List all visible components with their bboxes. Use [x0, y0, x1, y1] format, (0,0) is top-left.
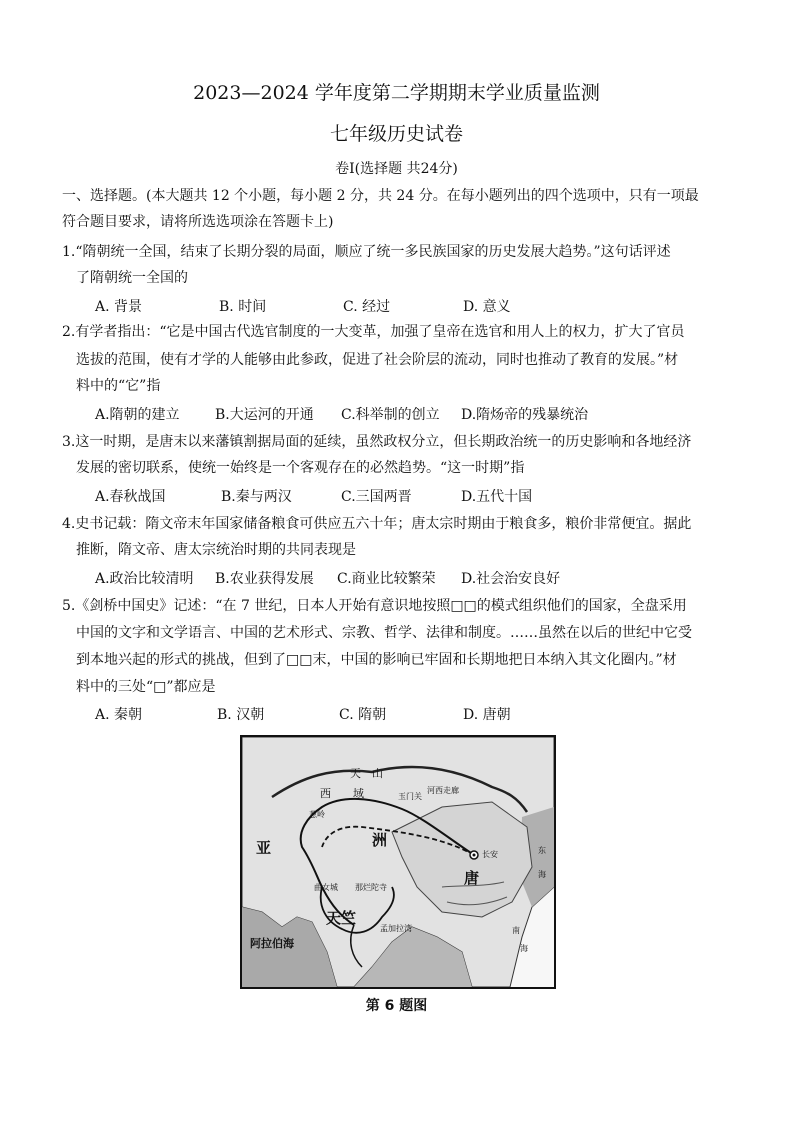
question-2-line-1: 2.有学者指出：“它是中国古代选官制度的一大变革，加强了皇帝在选官和用人上的权力，扩大了官员: [62, 324, 685, 340]
option-a[interactable]: A.春秋战国: [95, 489, 166, 505]
question-1-line-1: 1.“隋朝统一全国，结束了长期分裂的局面，顺应了统一多民族国家的历史发展大趋势。”这句话评述: [62, 244, 671, 260]
exam-title: 2023—2024 学年度第二学期期末学业质量监测: [193, 82, 600, 104]
figure-caption: 第 6 题图: [365, 998, 428, 1014]
map-label-donghai-1: 东: [538, 846, 546, 855]
option-d[interactable]: D.社会治安良好: [461, 571, 561, 587]
question-4-line-2: 推断，隋文帝、唐太宗统治时期的共同表现是: [76, 542, 356, 558]
instructions-line-2: 符合题目要求，请将所选选项涂在答题卡上): [62, 214, 334, 230]
map-label-congling: 葱岭: [309, 810, 325, 819]
question-1-line-2: 了隋朝统一全国的: [76, 270, 188, 286]
option-b[interactable]: B.秦与两汉: [221, 489, 292, 505]
question-4-options: [95, 568, 560, 588]
map-label-qunvcheng: 曲女城: [314, 883, 338, 892]
question-4-line-1: 4.史书记载：隋文帝末年国家储备粮食可供应五六十年；唐太宗时期由于粮食多，粮价非常便宜。据此: [62, 516, 692, 532]
question-3-options: [95, 486, 532, 506]
instructions-line-1: 一、选择题。(本大题共 12 个小题，每小题 2 分，共 24 分。在每小题列出的四个选项中，只有一项最: [62, 188, 699, 204]
option-b[interactable]: B. 汉朝: [217, 707, 265, 723]
map-label-nalantuo: 那烂陀寺: [355, 883, 387, 892]
map-label-tang: 唐: [464, 869, 480, 887]
map-label-nanhai-1: 南: [512, 926, 520, 935]
option-c[interactable]: C.三国两晋: [341, 489, 412, 505]
option-d[interactable]: D.隋炀帝的残暴统治: [461, 407, 589, 423]
map-label-mengjiala: 孟加拉湾: [380, 924, 412, 933]
exam-subtitle: 七年级历史试卷: [329, 123, 463, 145]
map-label-changan: 长安: [482, 850, 498, 859]
map-label-nanhai-2: 海: [520, 944, 528, 953]
question-2-line-2: 选拔的范围，使有才学的人能够由此参政，促进了社会阶层的流动，同时也推动了教育的发展。”材: [76, 352, 679, 368]
option-c[interactable]: C. 经过: [343, 299, 391, 315]
option-a[interactable]: A.政治比较清明: [95, 571, 194, 587]
map-label-hexi: 河西走廊: [427, 786, 459, 795]
question-5-line-3: 到本地兴起的形式的挑战，但到了□□末，中国的影响已牢固和长期地把日本纳入其文化圈内。”材: [76, 652, 677, 668]
map-label-tianzhu: 天竺: [326, 909, 357, 927]
option-d[interactable]: D. 唐朝: [463, 707, 511, 723]
option-b[interactable]: B.农业获得发展: [215, 571, 314, 587]
question-3-line-2: 发展的密切联系，使统一始终是一个客观存在的必然趋势。“这一时期”指: [76, 460, 525, 476]
map-label-donghai-2: 海: [538, 870, 546, 879]
map-label-zhou: 洲: [372, 831, 388, 849]
option-d[interactable]: D.五代十国: [461, 489, 533, 505]
map-label-alabo: 阿拉伯海: [250, 937, 294, 950]
option-a[interactable]: A. 秦朝: [95, 707, 143, 723]
question-3-line-1: 3.这一时期，是唐末以来藩镇割据局面的延续，虽然政权分立，但长期政治统一的历史影响和各地经济: [62, 434, 692, 450]
option-c[interactable]: C.商业比较繁荣: [337, 571, 436, 587]
map-label-xiyu: 西 域: [320, 787, 364, 800]
question-5-line-1: 5.《剑桥中国史》记述：“在 7 世纪，日本人开始有意识地按照□□的模式组织他们的国家，全盘采用: [62, 598, 687, 614]
question-2-options: [95, 404, 588, 424]
question-5-line-2: 中国的文字和文学语言、中国的艺术形式、宗教、哲学、法律和制度。……虽然在以后的世纪中它受: [76, 625, 692, 641]
map-label-yumenguan: 玉门关: [398, 792, 422, 801]
option-c[interactable]: C.科举制的创立: [341, 407, 440, 423]
option-a[interactable]: A. 背景: [95, 299, 143, 315]
question-5-line-4: 料中的三处“□”都应是: [76, 679, 216, 695]
question-2-line-3: 料中的“它”指: [76, 378, 161, 394]
question-1-options: [95, 296, 511, 316]
question-5-options: [95, 704, 511, 724]
section-heading: 卷Ⅰ(选择题 共24分): [335, 161, 458, 177]
map-label-ya: 亚: [256, 839, 272, 857]
option-b[interactable]: B. 时间: [219, 299, 267, 315]
map-label-tianshan: 天 山: [350, 767, 383, 780]
option-a[interactable]: A.隋朝的建立: [95, 407, 180, 423]
option-c[interactable]: C. 隋朝: [339, 707, 387, 723]
option-d[interactable]: D. 意义: [463, 299, 511, 315]
option-b[interactable]: B.大运河的开通: [215, 407, 314, 423]
xuanzang-route-map: [240, 735, 556, 989]
